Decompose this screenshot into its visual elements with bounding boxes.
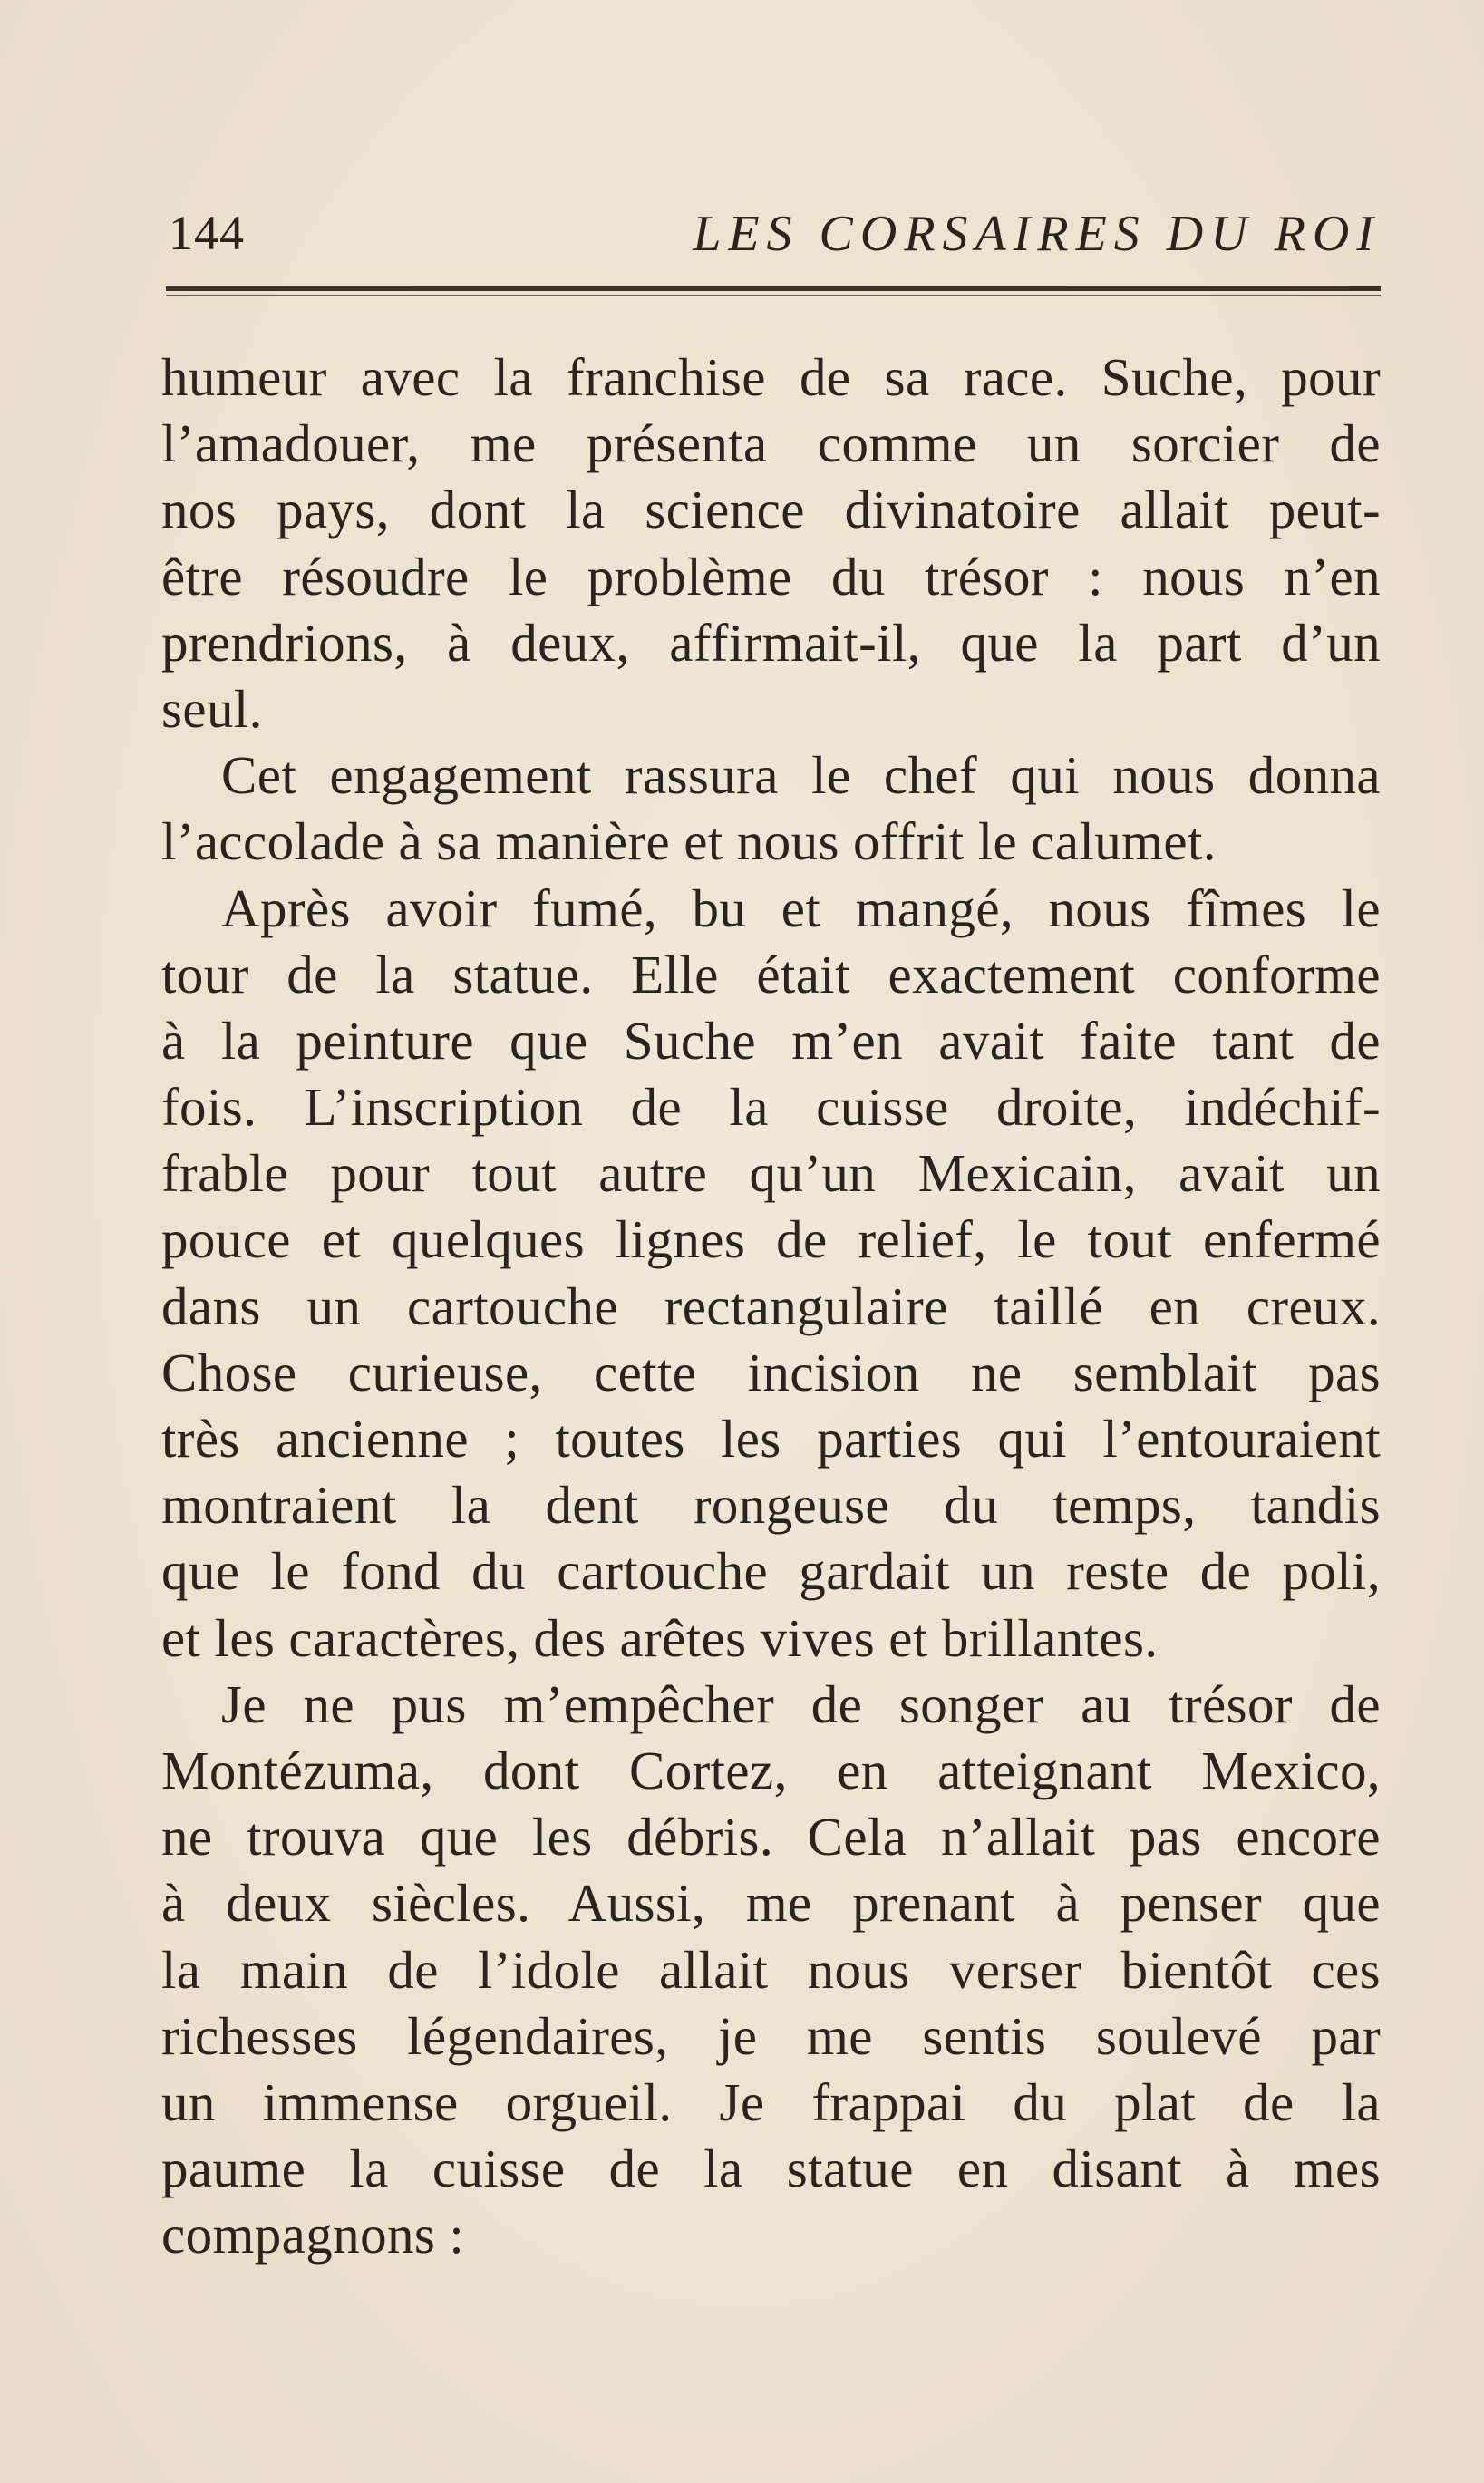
paragraph [161,742,1381,875]
text-line: humeur avec la franchise de sa race. Suche, pour [161,347,1381,407]
text-line: pouce et quelques lignes de relief, le tout enfermé [161,1209,1381,1270]
paragraph [161,344,1381,742]
running-title: LES CORSAIRES DU ROI [693,206,1381,262]
text-line: Je ne pus m’empêcher de songer au trésor de [221,1673,1381,1734]
text-line: tour de la statue. Elle était exactement conforme [161,944,1381,1004]
text-line: à la peinture que Suche m’en avait faite tant de [161,1010,1381,1071]
paragraph [161,876,1381,1672]
text-line: que le fond du cartouche gardait un reste de poli, [161,1541,1381,1602]
text-line: montraient la dent rongeuse du temps, tandis [161,1475,1381,1536]
text-line: paume la cuisse de la statue en disant à mes [161,2139,1381,2199]
text-line: Cet engagement rassura le chef qui nous donna [221,745,1381,806]
text-line: Après avoir fumé, bu et mangé, nous fîmes le [221,878,1381,938]
header-rule-thin [166,295,1381,296]
page-number: 144 [169,206,245,260]
text-line: la main de l’idole allait nous verser bientôt ces [161,1939,1381,2000]
text-line: Montézuma, dont Cortez, en atteignant Mexico, [161,1740,1381,1800]
paragraph [161,1672,1381,2269]
text-line: un immense orgueil. Je frappai du plat de la [161,2071,1381,2132]
text-line: très ancienne ; toutes les parties qui l’entouraient [161,1409,1381,1469]
text-line: dans un cartouche rectangulaire taillé en creux. [161,1275,1381,1336]
running-head [161,201,1381,265]
text-line: à deux siècles. Aussi, me prenant à penser que [161,1873,1381,1934]
text-line: l’accolade à sa manière et nous offrit le calumet. [161,811,1217,872]
text-line: être résoudre le problème du trésor : nous n’en [161,546,1381,606]
text-line: l’amadouer, me présenta comme un sorcier de [161,413,1381,474]
text-line: compagnons : [161,2205,465,2265]
text-line: ne trouva que les débris. Cela n’allait pas encore [161,1807,1381,1867]
text-line: nos pays, dont la science divinatoire allait peut- [161,480,1381,540]
text-line: fois. L’inscription de la cuisse droite, indéchif- [161,1077,1381,1138]
text-line: et les caractères, des arêtes vives et brillantes. [161,1607,1159,1668]
body-text [161,344,1381,2268]
text-line: richesses légendaires, je me sentis soulevé par [161,2005,1381,2066]
text-line: prendrions, à deux, affirmait-il, que la part d’un [161,612,1381,673]
header-rule-thick [166,286,1381,291]
text-line: seul. [161,678,263,739]
text-line: Chose curieuse, cette incision ne semblait pas [161,1342,1381,1402]
text-line: frable pour tout autre qu’un Mexicain, avait un [161,1143,1381,1204]
